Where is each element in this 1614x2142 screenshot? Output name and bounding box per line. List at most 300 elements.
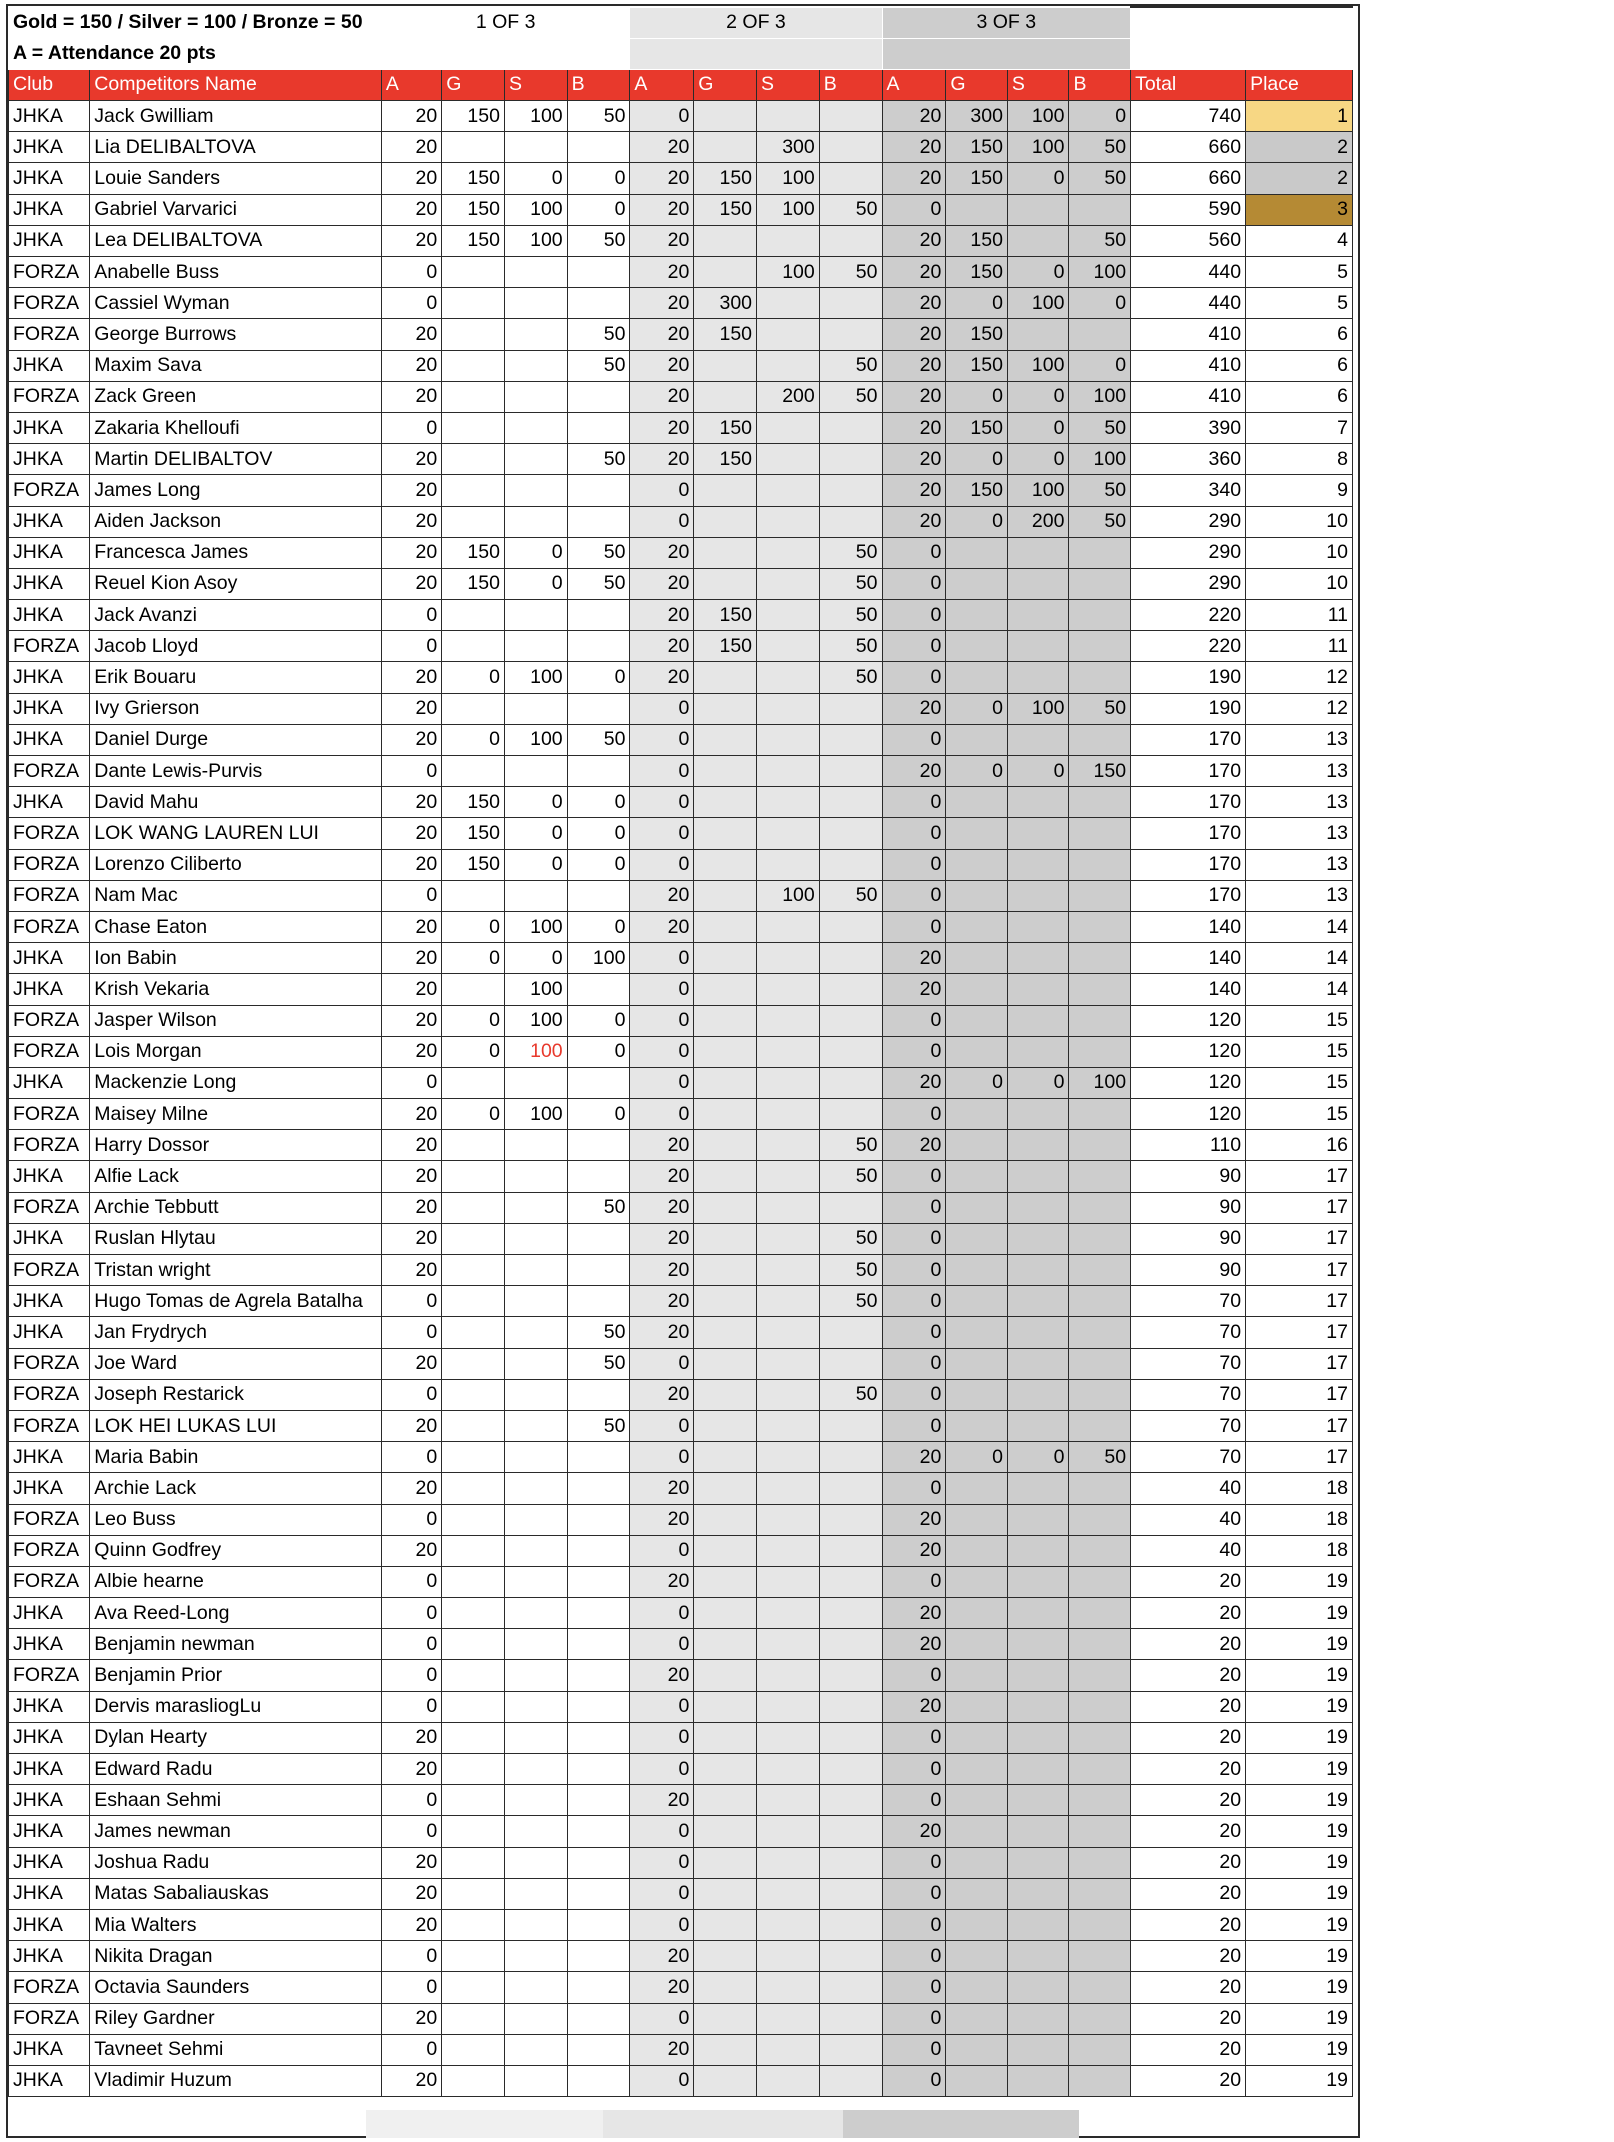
score-cell xyxy=(1007,1754,1069,1785)
score-cell xyxy=(567,1941,630,1972)
score-cell xyxy=(1069,1629,1131,1660)
table-row xyxy=(9,2065,1353,2096)
place-cell: 19 xyxy=(1246,1847,1353,1878)
table-row xyxy=(9,194,1353,225)
score-cell xyxy=(757,444,820,475)
total-cell: 590 xyxy=(1131,194,1246,225)
score-cell xyxy=(946,911,1008,942)
session-3-band xyxy=(843,2110,1079,2138)
score-cell xyxy=(757,1598,820,1629)
score-cell: 0 xyxy=(1007,756,1069,787)
score-cell: 20 xyxy=(381,163,441,194)
score-cell xyxy=(819,163,882,194)
table-row xyxy=(9,506,1353,537)
score-cell xyxy=(946,1629,1008,1660)
results-sheet xyxy=(8,6,1353,2097)
score-cell: 20 xyxy=(630,412,694,443)
total-cell: 140 xyxy=(1131,911,1246,942)
total-cell: 660 xyxy=(1131,163,1246,194)
score-cell xyxy=(442,1941,505,1972)
score-cell: 20 xyxy=(882,288,946,319)
table-row xyxy=(9,911,1353,942)
score-cell: 50 xyxy=(567,101,630,132)
score-cell: 100 xyxy=(1007,350,1069,381)
score-cell xyxy=(819,2034,882,2065)
score-cell xyxy=(504,2065,567,2096)
score-cell xyxy=(819,225,882,256)
score-cell xyxy=(819,1722,882,1753)
score-cell xyxy=(1007,2034,1069,2065)
score-cell: 20 xyxy=(630,225,694,256)
score-cell: 300 xyxy=(694,288,757,319)
competitor-name-cell: Tavneet Sehmi xyxy=(90,2034,382,2065)
score-cell xyxy=(819,1972,882,2003)
club-cell: FORZA xyxy=(9,1005,90,1036)
score-cell: 50 xyxy=(1069,132,1131,163)
score-cell: 0 xyxy=(1069,288,1131,319)
score-cell xyxy=(757,350,820,381)
table-row xyxy=(9,475,1353,506)
club-cell: FORZA xyxy=(9,381,90,412)
score-cell xyxy=(442,1722,505,1753)
score-cell: 50 xyxy=(567,350,630,381)
score-cell: 20 xyxy=(381,2003,441,2034)
score-cell: 0 xyxy=(630,1629,694,1660)
club-cell: JHKA xyxy=(9,1223,90,1254)
total-cell: 140 xyxy=(1131,943,1246,974)
score-cell xyxy=(757,1348,820,1379)
score-cell: 100 xyxy=(1007,693,1069,724)
place-cell: 12 xyxy=(1246,693,1353,724)
score-cell xyxy=(442,1629,505,1660)
score-cell: 0 xyxy=(882,1005,946,1036)
score-cell xyxy=(694,1067,757,1098)
score-cell: 0 xyxy=(882,1660,946,1691)
score-cell xyxy=(1007,631,1069,662)
score-cell xyxy=(1007,1286,1069,1317)
table-row xyxy=(9,1598,1353,1629)
score-cell xyxy=(567,1286,630,1317)
score-cell xyxy=(504,2003,567,2034)
total-cell: 70 xyxy=(1131,1410,1246,1441)
competitor-name-cell: Nam Mac xyxy=(90,880,382,911)
score-cell xyxy=(757,756,820,787)
score-cell xyxy=(1007,1941,1069,1972)
score-cell xyxy=(442,1223,505,1254)
score-cell xyxy=(1069,1005,1131,1036)
score-cell xyxy=(567,974,630,1005)
score-cell xyxy=(1069,2003,1131,2034)
session-1-label: 1 OF 3 xyxy=(475,11,536,34)
score-cell: 20 xyxy=(882,1535,946,1566)
score-cell xyxy=(442,1410,505,1441)
score-cell xyxy=(442,2034,505,2065)
table-row xyxy=(9,1192,1353,1223)
total-cell: 170 xyxy=(1131,787,1246,818)
score-cell xyxy=(946,600,1008,631)
score-cell xyxy=(694,1099,757,1130)
score-cell xyxy=(442,1255,505,1286)
score-cell: 100 xyxy=(504,724,567,755)
score-cell: 0 xyxy=(442,662,505,693)
score-cell xyxy=(819,974,882,1005)
score-cell: 20 xyxy=(381,818,441,849)
score-cell xyxy=(694,1754,757,1785)
score-cell xyxy=(567,600,630,631)
total-cell: 120 xyxy=(1131,1036,1246,1067)
score-cell xyxy=(1069,1972,1131,2003)
place-cell: 5 xyxy=(1246,288,1353,319)
total-cell: 20 xyxy=(1131,1941,1246,1972)
score-cell xyxy=(819,1785,882,1816)
table-row xyxy=(9,1691,1353,1722)
table-row xyxy=(9,444,1353,475)
table-row xyxy=(9,1941,1353,1972)
score-cell xyxy=(946,1161,1008,1192)
score-cell xyxy=(694,1629,757,1660)
score-cell: 0 xyxy=(381,1286,441,1317)
score-cell: 50 xyxy=(819,1223,882,1254)
place-cell: 19 xyxy=(1246,1941,1353,1972)
score-cell: 20 xyxy=(630,257,694,288)
score-cell: 50 xyxy=(567,537,630,568)
score-cell xyxy=(1069,1754,1131,1785)
score-cell xyxy=(694,1847,757,1878)
score-cell xyxy=(504,1130,567,1161)
score-cell xyxy=(1069,1473,1131,1504)
score-cell xyxy=(757,1223,820,1254)
score-cell: 50 xyxy=(1069,1442,1131,1473)
place-cell: 17 xyxy=(1246,1379,1353,1410)
total-cell: 20 xyxy=(1131,1972,1246,2003)
score-cell: 20 xyxy=(882,1442,946,1473)
club-cell: FORZA xyxy=(9,756,90,787)
score-cell xyxy=(757,1972,820,2003)
total-cell: 70 xyxy=(1131,1379,1246,1410)
score-cell: 100 xyxy=(1007,475,1069,506)
score-cell: 50 xyxy=(567,1348,630,1379)
score-cell xyxy=(694,1722,757,1753)
score-cell xyxy=(567,1535,630,1566)
score-cell: 0 xyxy=(882,1192,946,1223)
club-cell: JHKA xyxy=(9,412,90,443)
score-cell xyxy=(442,1067,505,1098)
total-cell: 20 xyxy=(1131,1566,1246,1597)
score-cell: 100 xyxy=(1069,257,1131,288)
score-cell xyxy=(757,288,820,319)
column-header-15: Place xyxy=(1246,69,1353,100)
score-cell xyxy=(504,1722,567,1753)
score-cell xyxy=(757,600,820,631)
score-cell: 20 xyxy=(630,319,694,350)
score-cell: 20 xyxy=(882,132,946,163)
score-cell: 0 xyxy=(630,943,694,974)
place-cell: 11 xyxy=(1246,631,1353,662)
score-cell xyxy=(694,1317,757,1348)
competitor-name-cell: LOK HEI LUKAS LUI xyxy=(90,1410,382,1441)
total-cell: 20 xyxy=(1131,1878,1246,1909)
score-cell xyxy=(442,1972,505,2003)
score-cell xyxy=(567,756,630,787)
club-cell: JHKA xyxy=(9,1722,90,1753)
table-row xyxy=(9,662,1353,693)
column-header-5: B xyxy=(567,69,630,100)
score-cell xyxy=(1007,1161,1069,1192)
score-cell: 0 xyxy=(882,1754,946,1785)
competitor-name-cell: Jasper Wilson xyxy=(90,1005,382,1036)
score-cell: 0 xyxy=(567,1099,630,1130)
score-cell xyxy=(694,1192,757,1223)
score-cell xyxy=(1069,631,1131,662)
score-cell xyxy=(694,818,757,849)
score-cell xyxy=(567,1379,630,1410)
score-cell xyxy=(757,943,820,974)
place-cell: 6 xyxy=(1246,350,1353,381)
score-cell xyxy=(946,1878,1008,1909)
table-row xyxy=(9,756,1353,787)
place-cell: 7 xyxy=(1246,412,1353,443)
score-cell xyxy=(1069,1566,1131,1597)
table-row xyxy=(9,1785,1353,1816)
score-cell xyxy=(946,974,1008,1005)
score-cell: 0 xyxy=(946,444,1008,475)
score-cell xyxy=(946,880,1008,911)
competitor-name-cell: Albie hearne xyxy=(90,1566,382,1597)
header-row xyxy=(9,69,1353,100)
competitor-name-cell: Mia Walters xyxy=(90,1909,382,1940)
total-cell: 410 xyxy=(1131,350,1246,381)
score-cell xyxy=(757,1691,820,1722)
club-cell: JHKA xyxy=(9,1629,90,1660)
score-cell: 0 xyxy=(381,1504,441,1535)
score-cell xyxy=(819,1535,882,1566)
score-cell xyxy=(504,1379,567,1410)
competitor-name-cell: Francesca James xyxy=(90,537,382,568)
score-cell xyxy=(946,1036,1008,1067)
place-cell: 15 xyxy=(1246,1099,1353,1130)
total-cell: 20 xyxy=(1131,1785,1246,1816)
score-cell: 0 xyxy=(882,631,946,662)
place-cell: 19 xyxy=(1246,1722,1353,1753)
place-cell: 19 xyxy=(1246,1909,1353,1940)
score-cell xyxy=(694,724,757,755)
score-cell xyxy=(1007,1005,1069,1036)
club-cell: FORZA xyxy=(9,1192,90,1223)
club-cell: JHKA xyxy=(9,1816,90,1847)
score-cell: 0 xyxy=(882,1410,946,1441)
score-cell xyxy=(567,1442,630,1473)
club-cell: FORZA xyxy=(9,1379,90,1410)
total-cell: 90 xyxy=(1131,1161,1246,1192)
score-cell xyxy=(1069,319,1131,350)
score-cell: 20 xyxy=(630,381,694,412)
score-cell: 0 xyxy=(882,1255,946,1286)
session-1-band xyxy=(366,2110,603,2138)
total-cell: 660 xyxy=(1131,132,1246,163)
score-cell: 0 xyxy=(946,693,1008,724)
score-cell: 0 xyxy=(1069,350,1131,381)
score-cell xyxy=(567,288,630,319)
table-row xyxy=(9,1442,1353,1473)
score-cell xyxy=(946,1847,1008,1878)
score-cell xyxy=(567,1629,630,1660)
place-cell: 18 xyxy=(1246,1504,1353,1535)
score-cell xyxy=(694,1660,757,1691)
competitor-name-cell: Gabriel Varvarici xyxy=(90,194,382,225)
score-cell xyxy=(442,631,505,662)
score-cell xyxy=(694,880,757,911)
place-cell: 6 xyxy=(1246,381,1353,412)
club-cell: JHKA xyxy=(9,537,90,568)
score-cell xyxy=(442,350,505,381)
score-cell: 0 xyxy=(1069,101,1131,132)
table-row xyxy=(9,1005,1353,1036)
score-cell xyxy=(757,568,820,599)
competitor-name-cell: Riley Gardner xyxy=(90,2003,382,2034)
score-cell: 20 xyxy=(630,911,694,942)
score-cell xyxy=(567,2034,630,2065)
score-cell xyxy=(442,132,505,163)
score-cell xyxy=(504,880,567,911)
score-cell xyxy=(1007,1598,1069,1629)
competitor-name-cell: Quinn Godfrey xyxy=(90,1535,382,1566)
column-header-3: G xyxy=(442,69,505,100)
score-cell xyxy=(819,1099,882,1130)
score-cell: 0 xyxy=(567,194,630,225)
score-cell xyxy=(819,1317,882,1348)
score-cell: 50 xyxy=(819,1161,882,1192)
score-cell xyxy=(1007,1691,1069,1722)
score-cell: 0 xyxy=(882,1566,946,1597)
club-cell: JHKA xyxy=(9,2065,90,2096)
score-cell xyxy=(1007,1348,1069,1379)
score-cell xyxy=(757,631,820,662)
score-cell xyxy=(757,1878,820,1909)
score-cell xyxy=(504,1816,567,1847)
score-cell xyxy=(442,1878,505,1909)
club-cell: JHKA xyxy=(9,163,90,194)
score-cell xyxy=(442,2003,505,2034)
total-cell: 360 xyxy=(1131,444,1246,475)
score-cell: 0 xyxy=(504,787,567,818)
score-cell xyxy=(946,943,1008,974)
score-cell xyxy=(694,1473,757,1504)
score-cell xyxy=(1007,1317,1069,1348)
score-cell: 20 xyxy=(381,1909,441,1940)
score-cell xyxy=(694,974,757,1005)
score-cell xyxy=(1069,943,1131,974)
competitor-name-cell: Nikita Dragan xyxy=(90,1941,382,1972)
score-cell xyxy=(819,943,882,974)
score-cell xyxy=(504,600,567,631)
score-cell: 0 xyxy=(882,1379,946,1410)
competitor-name-cell: Lois Morgan xyxy=(90,1036,382,1067)
score-cell: 50 xyxy=(819,662,882,693)
score-cell xyxy=(504,1691,567,1722)
score-cell: 20 xyxy=(381,911,441,942)
score-cell: 0 xyxy=(1007,444,1069,475)
score-cell xyxy=(442,974,505,1005)
club-cell: FORZA xyxy=(9,1130,90,1161)
score-cell xyxy=(504,756,567,787)
score-cell: 100 xyxy=(504,911,567,942)
table-row xyxy=(9,1754,1353,1785)
total-cell: 390 xyxy=(1131,412,1246,443)
score-cell xyxy=(946,1005,1008,1036)
club-cell: JHKA xyxy=(9,1847,90,1878)
score-cell xyxy=(1069,1909,1131,1940)
club-cell: JHKA xyxy=(9,662,90,693)
table-row xyxy=(9,849,1353,880)
score-cell: 0 xyxy=(504,568,567,599)
place-cell: 6 xyxy=(1246,319,1353,350)
score-cell: 150 xyxy=(694,194,757,225)
score-cell xyxy=(442,1785,505,1816)
table-row xyxy=(9,1909,1353,1940)
place-cell: 19 xyxy=(1246,1598,1353,1629)
table-row xyxy=(9,2034,1353,2065)
table-row xyxy=(9,381,1353,412)
total-cell: 70 xyxy=(1131,1317,1246,1348)
score-cell: 0 xyxy=(630,506,694,537)
score-cell: 0 xyxy=(630,1847,694,1878)
score-cell: 150 xyxy=(442,537,505,568)
score-cell xyxy=(504,1348,567,1379)
score-cell xyxy=(694,225,757,256)
place-cell: 17 xyxy=(1246,1348,1353,1379)
score-cell xyxy=(442,1660,505,1691)
place-cell: 15 xyxy=(1246,1036,1353,1067)
score-cell xyxy=(504,1535,567,1566)
competitor-name-cell: Jack Gwilliam xyxy=(90,101,382,132)
score-cell: 0 xyxy=(504,537,567,568)
competitor-name-cell: Alfie Lack xyxy=(90,1161,382,1192)
score-cell xyxy=(567,1504,630,1535)
table-row xyxy=(9,1130,1353,1161)
score-cell xyxy=(1007,1722,1069,1753)
score-cell: 0 xyxy=(567,849,630,880)
score-cell: 0 xyxy=(946,756,1008,787)
score-cell: 20 xyxy=(630,132,694,163)
place-cell: 17 xyxy=(1246,1286,1353,1317)
score-cell xyxy=(442,1348,505,1379)
score-cell: 20 xyxy=(630,537,694,568)
score-cell xyxy=(1007,194,1069,225)
score-cell: 20 xyxy=(630,1223,694,1254)
score-cell xyxy=(757,1379,820,1410)
score-cell xyxy=(946,1566,1008,1597)
score-cell xyxy=(1069,1161,1131,1192)
competitor-name-cell: Erik Bouaru xyxy=(90,662,382,693)
score-cell: 20 xyxy=(882,257,946,288)
score-cell xyxy=(442,1161,505,1192)
total-cell: 40 xyxy=(1131,1504,1246,1535)
score-cell: 50 xyxy=(567,225,630,256)
table-row xyxy=(9,1067,1353,1098)
score-cell: 0 xyxy=(504,943,567,974)
score-cell: 50 xyxy=(567,444,630,475)
competitor-name-cell: Ava Reed-Long xyxy=(90,1598,382,1629)
score-cell: 0 xyxy=(630,693,694,724)
score-cell: 0 xyxy=(381,1442,441,1473)
score-cell: 20 xyxy=(882,381,946,412)
place-cell: 14 xyxy=(1246,943,1353,974)
score-cell xyxy=(819,1941,882,1972)
score-cell xyxy=(504,693,567,724)
score-cell: 20 xyxy=(381,1223,441,1254)
score-cell xyxy=(1007,600,1069,631)
score-cell: 20 xyxy=(630,1317,694,1348)
